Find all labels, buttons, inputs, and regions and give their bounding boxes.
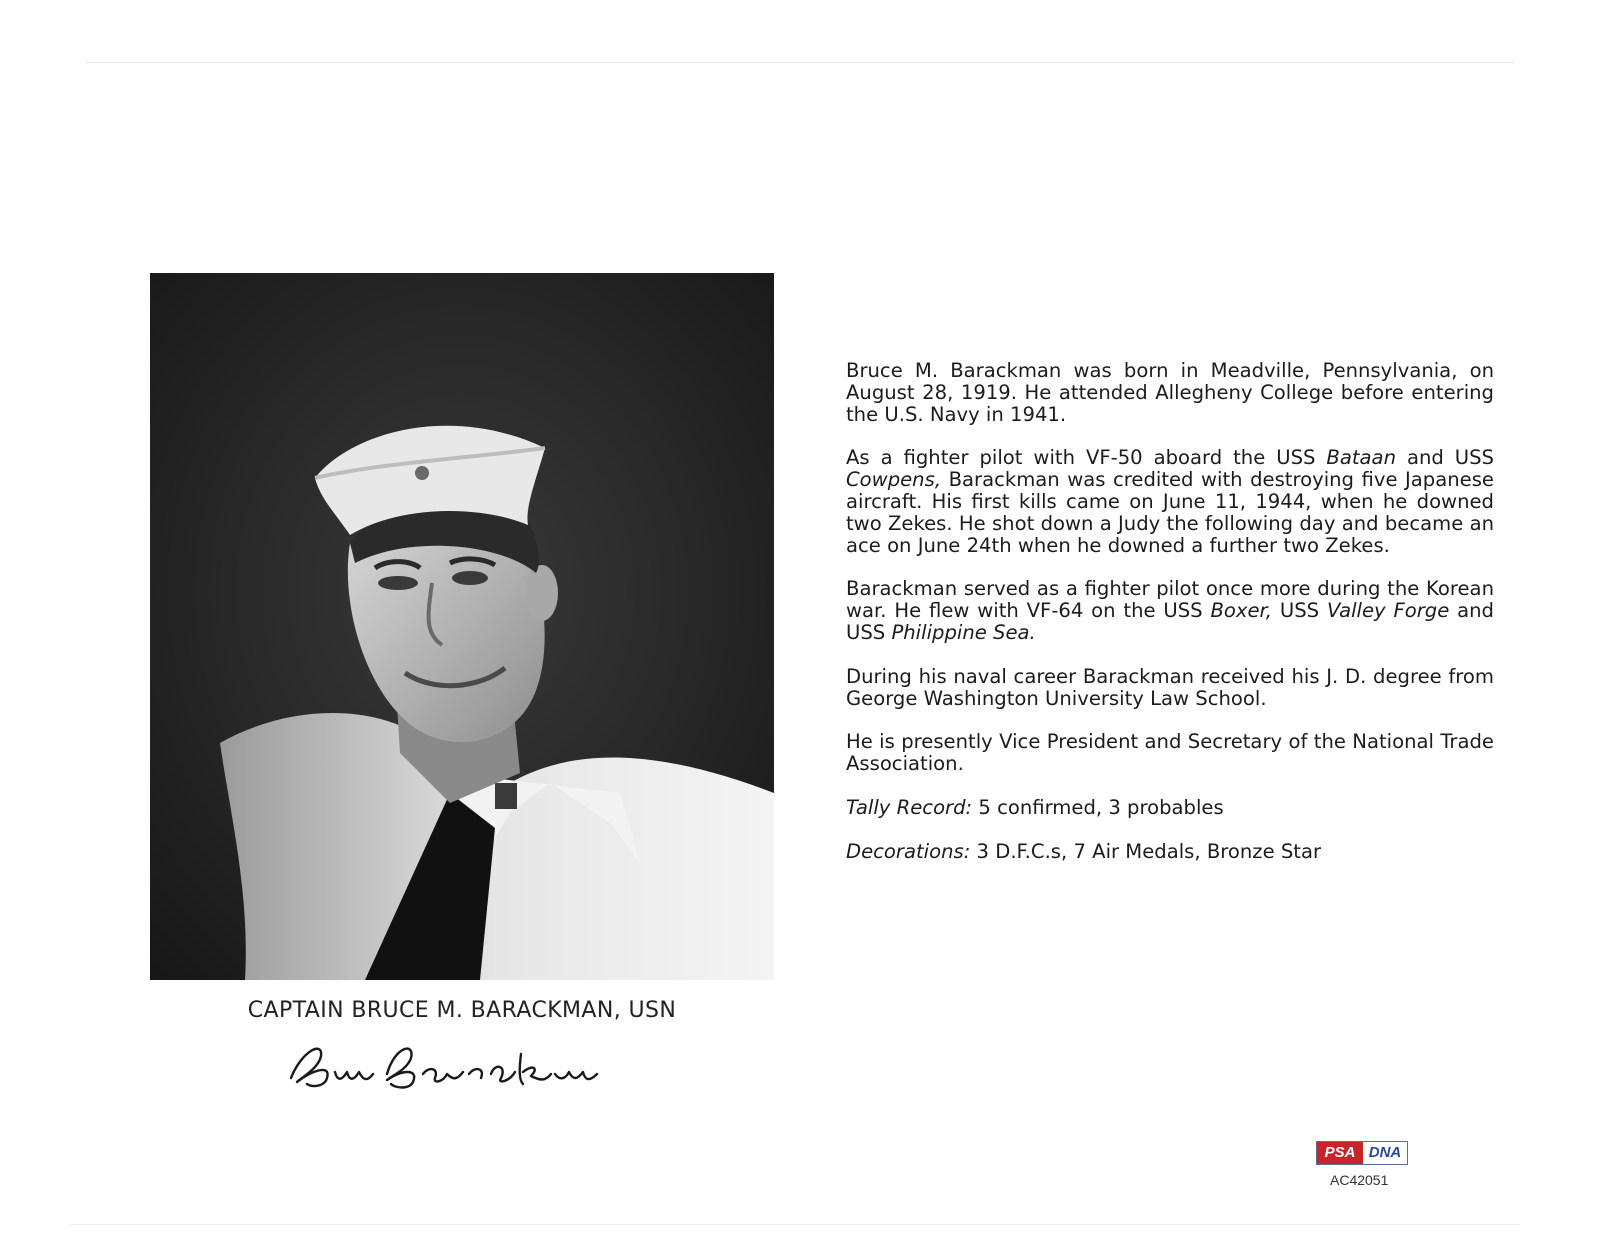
decorations-label: Decorations:	[846, 839, 971, 863]
bottom-rule	[70, 1224, 1520, 1225]
bio-paragraph-birth: Bruce M. Barackman was born in Meadville, Pennsylvania, on August 28, 1919. He attended Allegheny College before entering the U.S. Navy in 1941.	[846, 359, 1494, 426]
bio-text: Barackman served as a fighter pilot once more during the Korean war. He flew with VF-64 on the USS	[846, 577, 1494, 623]
bio-text: and USS	[846, 599, 1494, 644]
portrait-photo	[150, 273, 774, 980]
ship-name: Philippine Sea.	[891, 620, 1036, 644]
decorations-value: 3 D.F.C.s, 7 Air Medals, Bronze Star	[970, 839, 1322, 863]
bio-paragraph-education: During his naval career Barackman received his J. D. degree from George Washington University Law School.	[846, 664, 1494, 710]
tally-record	[846, 797, 1494, 819]
bio-paragraph-wwii	[846, 447, 1494, 556]
bio-paragraph-present: He is presently Vice President and Secretary of the National Trade Association.	[846, 730, 1494, 776]
decorations	[846, 841, 1494, 863]
tally-value: 5 confirmed, 3 probables	[972, 795, 1224, 819]
ship-name: Cowpens,	[846, 468, 942, 492]
top-rule	[85, 62, 1515, 63]
psa-logo-right: DNA	[1363, 1142, 1407, 1164]
ship-name: Boxer,	[1210, 599, 1273, 623]
ship-name: Valley Forge	[1326, 599, 1450, 623]
bio-text: Barackman was credited with destroying five Japanese aircraft. His first kills came on June 11, 1944, when he downed two Zekes. He shot down a Judy the following day and became an ace on June 24th when he downed a further two Zekes.	[846, 468, 1494, 557]
psa-dna-logo	[1316, 1141, 1408, 1165]
tally-label: Tally Record:	[846, 795, 973, 819]
signature	[283, 1034, 603, 1100]
ship-name: Bataan	[1326, 446, 1396, 470]
portrait-caption: CAPTAIN BRUCE M. BARACKMAN, USN	[247, 998, 677, 1023]
bio-text: USS	[1272, 599, 1327, 623]
bio-text: and USS	[1396, 446, 1494, 470]
psa-logo-left: PSA	[1317, 1142, 1363, 1164]
bio-text: As a fighter pilot with VF-50 aboard the USS	[846, 446, 1327, 470]
biography	[846, 360, 1494, 885]
bio-paragraph-korea	[846, 578, 1494, 643]
certificate-number: AC42051	[1330, 1172, 1389, 1188]
